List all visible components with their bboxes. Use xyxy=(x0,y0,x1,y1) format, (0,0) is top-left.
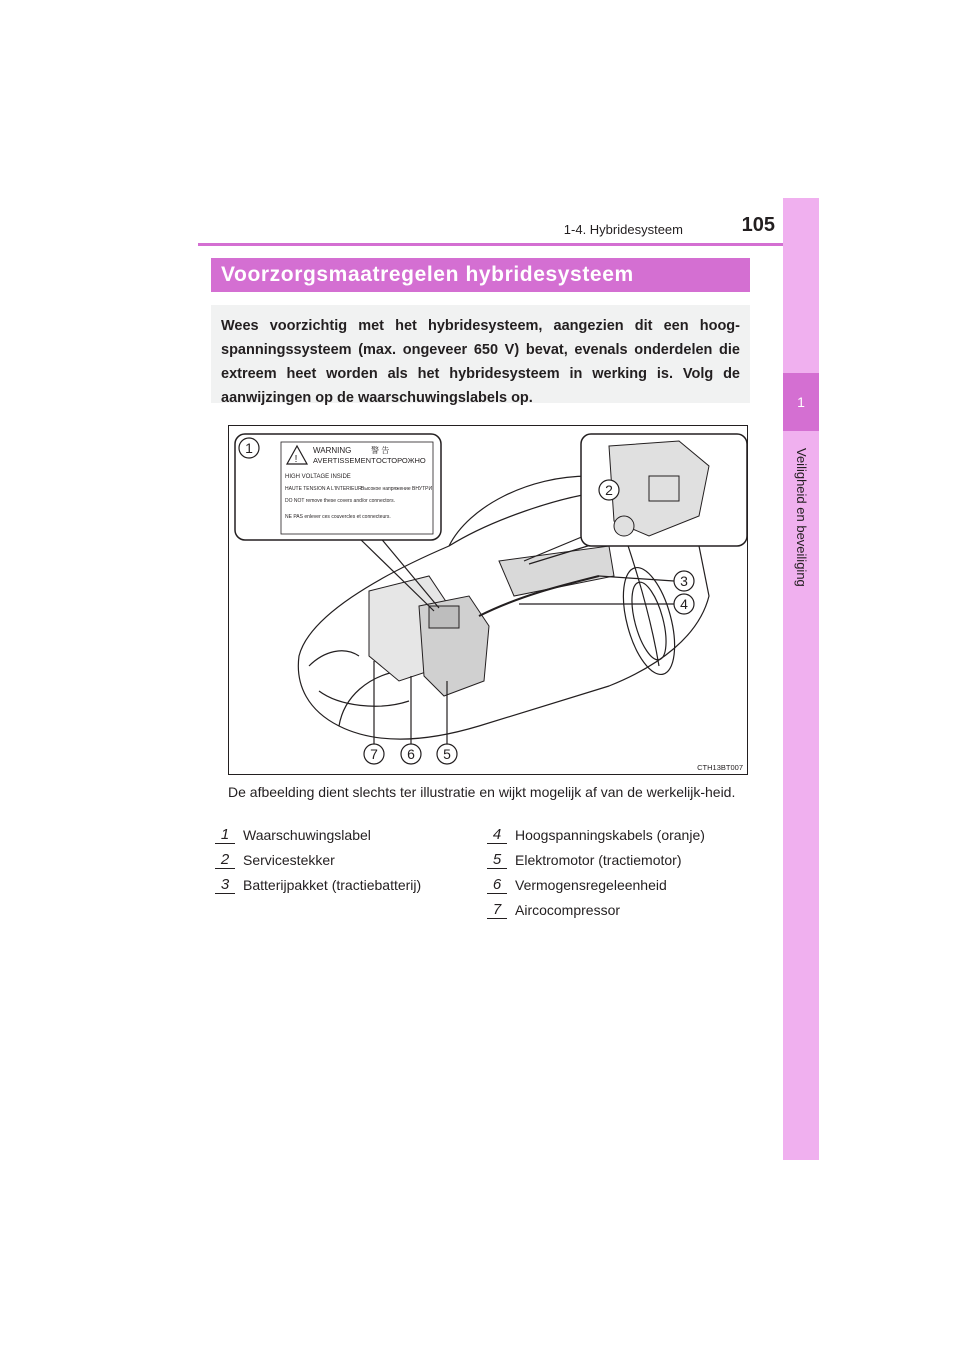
callout-marker-label: 3 xyxy=(680,573,688,589)
callout-marker-label: 5 xyxy=(443,746,451,762)
legend-item xyxy=(487,872,705,897)
warning-label-line5: DO NOT remove these covers and/or connectors. xyxy=(285,498,395,504)
legend-item xyxy=(487,897,705,922)
chapter-number: 1 xyxy=(783,373,819,431)
intro-text: Wees voorzichtig met het hybridesysteem, aangezien dit een hoog-spanningssysteem (max. ongeveer 650 V) bevat, evenals onderdelen die extreem heet worden als het hybridesysteem in werking is. Volg de aanwijzingen op de waarschuwingslabels op. xyxy=(211,305,750,403)
header-divider xyxy=(198,243,818,246)
warning-label-line3: HIGH VOLTAGE INSIDE xyxy=(285,474,351,480)
svg-text:!: ! xyxy=(294,454,298,465)
legend-right-column xyxy=(487,822,705,922)
warning-label-line2-ru: ОСТОРОЖНО xyxy=(376,456,426,465)
header-section-title: 1-4. Hybridesysteem xyxy=(563,222,683,237)
legend-item xyxy=(215,822,421,847)
legend-label: Hoogspanningskabels (oranje) xyxy=(515,826,705,843)
callout-marker-label: 4 xyxy=(680,596,688,612)
legend-number: 3 xyxy=(215,876,235,894)
legend-left-column xyxy=(215,822,421,897)
legend-label: Elektromotor (tractiemotor) xyxy=(515,851,682,868)
legend-label: Waarschuwingslabel xyxy=(243,826,371,843)
legend-number: 5 xyxy=(487,851,507,869)
warning-label-line4: HAUTE TENSION A L'INTERIEUR xyxy=(285,486,362,492)
page-number: 105 xyxy=(741,214,775,236)
legend-item xyxy=(215,872,421,897)
warning-label-line6: NE PAS enlever ces couvercles et connecteurs. xyxy=(285,514,391,520)
legend-item xyxy=(487,847,705,872)
chapter-side-tab xyxy=(783,198,819,1160)
legend-number: 6 xyxy=(487,876,507,894)
warning-label-line4-ru: Высокое напряжение ВНУТРИ xyxy=(361,486,433,492)
callout-marker-label: 7 xyxy=(370,746,378,762)
callout-marker-label: 2 xyxy=(605,482,613,498)
legend-label: Batterijpakket (tractiebatterij) xyxy=(243,876,422,893)
legend-label: Aircocompressor xyxy=(515,901,621,918)
legend-number: 1 xyxy=(215,826,235,844)
legend-item xyxy=(487,822,705,847)
chapter-title: Veiligheid en beveiliging xyxy=(794,448,809,587)
callout-marker-label: 6 xyxy=(407,746,415,762)
section-title: Voorzorgsmaatregelen hybridesysteem xyxy=(211,258,750,292)
legend-label: Vermogensregeleenheid xyxy=(515,876,667,893)
car-illustration xyxy=(229,426,747,774)
warning-label-line1: WARNING xyxy=(313,446,352,455)
legend-number: 4 xyxy=(487,826,507,844)
hybrid-system-figure xyxy=(228,425,748,775)
legend-label: Servicestekker xyxy=(243,851,335,868)
figure-caption: De afbeelding dient slechts ter illustratie en wijkt mogelijk af van de werkelijk-heid. xyxy=(228,784,736,800)
warning-label-line1-cjk: 警 告 xyxy=(371,446,390,455)
callout-marker-label: 1 xyxy=(245,440,253,456)
figure-code: CTH13BT007 xyxy=(697,763,743,772)
legend-item xyxy=(215,847,421,872)
warning-label-line2: AVERTISSEMENT xyxy=(313,456,376,465)
legend-number: 7 xyxy=(487,901,507,919)
legend-number: 2 xyxy=(215,851,235,869)
